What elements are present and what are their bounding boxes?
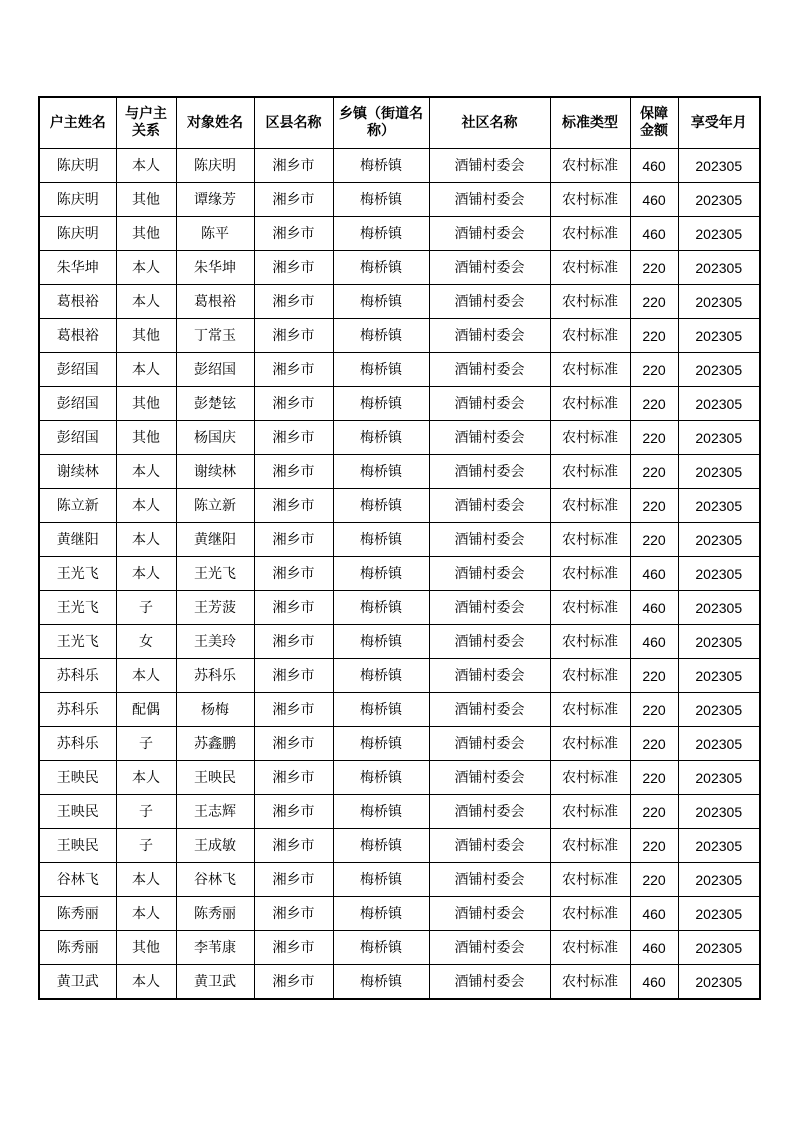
county-cell: 湘乡市: [254, 523, 333, 557]
standard-type-cell: 农村标准: [550, 761, 630, 795]
township-cell: 梅桥镇: [333, 285, 429, 319]
recipient-name-cell: 朱华坤: [176, 251, 254, 285]
relationship-cell: 本人: [116, 285, 176, 319]
relationship-cell: 本人: [116, 353, 176, 387]
householder-name-cell: 王光飞: [39, 591, 116, 625]
community-cell: 酒铺村委会: [429, 251, 550, 285]
amount-cell: 220: [630, 659, 678, 693]
township-cell: 梅桥镇: [333, 217, 429, 251]
amount-cell: 220: [630, 795, 678, 829]
benefit-month-cell: 202305: [678, 591, 760, 625]
header-standard-type: 标准类型: [550, 97, 630, 149]
standard-type-cell: 农村标准: [550, 693, 630, 727]
relationship-cell: 其他: [116, 217, 176, 251]
amount-cell: 220: [630, 489, 678, 523]
table-row: [39, 761, 760, 795]
township-cell: 梅桥镇: [333, 591, 429, 625]
benefit-month-cell: 202305: [678, 319, 760, 353]
header-householder-name: 户主姓名: [39, 97, 116, 149]
community-cell: 酒铺村委会: [429, 285, 550, 319]
recipient-name-cell: 陈平: [176, 217, 254, 251]
township-cell: 梅桥镇: [333, 761, 429, 795]
community-cell: 酒铺村委会: [429, 217, 550, 251]
householder-name-cell: 王映民: [39, 795, 116, 829]
header-recipient-name: 对象姓名: [176, 97, 254, 149]
header-township-name: 乡镇（街道名称）: [333, 97, 429, 149]
benefit-month-cell: 202305: [678, 693, 760, 727]
county-cell: 湘乡市: [254, 557, 333, 591]
county-cell: 湘乡市: [254, 591, 333, 625]
amount-cell: 220: [630, 693, 678, 727]
householder-name-cell: 王映民: [39, 761, 116, 795]
table-row: [39, 795, 760, 829]
table-row: [39, 387, 760, 421]
township-cell: 梅桥镇: [333, 693, 429, 727]
table-row: [39, 455, 760, 489]
householder-name-cell: 陈庆明: [39, 149, 116, 183]
township-cell: 梅桥镇: [333, 387, 429, 421]
relationship-cell: 女: [116, 625, 176, 659]
benefit-month-cell: 202305: [678, 863, 760, 897]
township-cell: 梅桥镇: [333, 421, 429, 455]
householder-name-cell: 彭绍国: [39, 353, 116, 387]
recipient-name-cell: 彭绍国: [176, 353, 254, 387]
table-row: [39, 591, 760, 625]
recipient-name-cell: 苏科乐: [176, 659, 254, 693]
table-row: [39, 319, 760, 353]
benefit-month-cell: 202305: [678, 353, 760, 387]
benefit-month-cell: 202305: [678, 829, 760, 863]
county-cell: 湘乡市: [254, 795, 333, 829]
relationship-cell: 本人: [116, 149, 176, 183]
amount-cell: 460: [630, 183, 678, 217]
table-row: [39, 863, 760, 897]
standard-type-cell: 农村标准: [550, 489, 630, 523]
table-body: [39, 149, 760, 1000]
amount-cell: 460: [630, 591, 678, 625]
community-cell: 酒铺村委会: [429, 183, 550, 217]
householder-name-cell: 葛根裕: [39, 319, 116, 353]
header-relationship: 与户主关系: [116, 97, 176, 149]
table-row: [39, 421, 760, 455]
county-cell: 湘乡市: [254, 829, 333, 863]
standard-type-cell: 农村标准: [550, 353, 630, 387]
benefit-month-cell: 202305: [678, 795, 760, 829]
amount-cell: 220: [630, 251, 678, 285]
relationship-cell: 子: [116, 795, 176, 829]
standard-type-cell: 农村标准: [550, 795, 630, 829]
community-cell: 酒铺村委会: [429, 557, 550, 591]
table-row: [39, 727, 760, 761]
community-cell: 酒铺村委会: [429, 863, 550, 897]
township-cell: 梅桥镇: [333, 795, 429, 829]
amount-cell: 220: [630, 285, 678, 319]
amount-cell: 220: [630, 387, 678, 421]
householder-name-cell: 黄卫武: [39, 965, 116, 1000]
standard-type-cell: 农村标准: [550, 965, 630, 1000]
county-cell: 湘乡市: [254, 931, 333, 965]
householder-name-cell: 苏科乐: [39, 727, 116, 761]
township-cell: 梅桥镇: [333, 625, 429, 659]
standard-type-cell: 农村标准: [550, 659, 630, 693]
amount-cell: 220: [630, 455, 678, 489]
recipient-name-cell: 王映民: [176, 761, 254, 795]
township-cell: 梅桥镇: [333, 523, 429, 557]
table-row: [39, 285, 760, 319]
county-cell: 湘乡市: [254, 659, 333, 693]
householder-name-cell: 陈庆明: [39, 183, 116, 217]
recipient-name-cell: 黄继阳: [176, 523, 254, 557]
community-cell: 酒铺村委会: [429, 693, 550, 727]
relationship-cell: 子: [116, 591, 176, 625]
relationship-cell: 本人: [116, 659, 176, 693]
amount-cell: 220: [630, 863, 678, 897]
householder-name-cell: 王光飞: [39, 625, 116, 659]
amount-cell: 460: [630, 625, 678, 659]
householder-name-cell: 陈秀丽: [39, 897, 116, 931]
standard-type-cell: 农村标准: [550, 421, 630, 455]
amount-cell: 220: [630, 523, 678, 557]
amount-cell: 220: [630, 829, 678, 863]
recipient-name-cell: 葛根裕: [176, 285, 254, 319]
standard-type-cell: 农村标准: [550, 727, 630, 761]
township-cell: 梅桥镇: [333, 251, 429, 285]
county-cell: 湘乡市: [254, 421, 333, 455]
county-cell: 湘乡市: [254, 251, 333, 285]
amount-cell: 460: [630, 931, 678, 965]
householder-name-cell: 谷林飞: [39, 863, 116, 897]
table-row: [39, 251, 760, 285]
recipient-name-cell: 王光飞: [176, 557, 254, 591]
householder-name-cell: 葛根裕: [39, 285, 116, 319]
county-cell: 湘乡市: [254, 149, 333, 183]
relationship-cell: 本人: [116, 251, 176, 285]
standard-type-cell: 农村标准: [550, 625, 630, 659]
recipient-name-cell: 陈立新: [176, 489, 254, 523]
recipient-name-cell: 杨国庆: [176, 421, 254, 455]
householder-name-cell: 陈庆明: [39, 217, 116, 251]
benefit-month-cell: 202305: [678, 251, 760, 285]
benefit-month-cell: 202305: [678, 897, 760, 931]
table-row: [39, 489, 760, 523]
benefit-month-cell: 202305: [678, 659, 760, 693]
standard-type-cell: 农村标准: [550, 863, 630, 897]
table-row: [39, 217, 760, 251]
relationship-cell: 本人: [116, 897, 176, 931]
relationship-cell: 本人: [116, 455, 176, 489]
benefit-month-cell: 202305: [678, 421, 760, 455]
amount-cell: 220: [630, 319, 678, 353]
householder-name-cell: 黄继阳: [39, 523, 116, 557]
benefit-month-cell: 202305: [678, 965, 760, 1000]
householder-name-cell: 陈秀丽: [39, 931, 116, 965]
township-cell: 梅桥镇: [333, 557, 429, 591]
township-cell: 梅桥镇: [333, 727, 429, 761]
township-cell: 梅桥镇: [333, 353, 429, 387]
amount-cell: 220: [630, 761, 678, 795]
header-benefit-month: 享受年月: [678, 97, 760, 149]
benefit-month-cell: 202305: [678, 761, 760, 795]
recipient-name-cell: 黄卫武: [176, 965, 254, 1000]
community-cell: 酒铺村委会: [429, 727, 550, 761]
table-row: [39, 829, 760, 863]
standard-type-cell: 农村标准: [550, 931, 630, 965]
benefit-month-cell: 202305: [678, 149, 760, 183]
standard-type-cell: 农村标准: [550, 217, 630, 251]
table-row: [39, 897, 760, 931]
township-cell: 梅桥镇: [333, 489, 429, 523]
county-cell: 湘乡市: [254, 455, 333, 489]
benefit-month-cell: 202305: [678, 455, 760, 489]
relationship-cell: 其他: [116, 421, 176, 455]
county-cell: 湘乡市: [254, 761, 333, 795]
township-cell: 梅桥镇: [333, 659, 429, 693]
community-cell: 酒铺村委会: [429, 455, 550, 489]
standard-type-cell: 农村标准: [550, 251, 630, 285]
benefit-month-cell: 202305: [678, 183, 760, 217]
township-cell: 梅桥镇: [333, 863, 429, 897]
standard-type-cell: 农村标准: [550, 149, 630, 183]
county-cell: 湘乡市: [254, 217, 333, 251]
amount-cell: 220: [630, 421, 678, 455]
recipient-name-cell: 王美玲: [176, 625, 254, 659]
benefit-month-cell: 202305: [678, 217, 760, 251]
relationship-cell: 其他: [116, 319, 176, 353]
amount-cell: 460: [630, 965, 678, 1000]
benefit-month-cell: 202305: [678, 931, 760, 965]
recipient-name-cell: 王芳菠: [176, 591, 254, 625]
table-row: [39, 693, 760, 727]
relationship-cell: 本人: [116, 965, 176, 1000]
community-cell: 酒铺村委会: [429, 625, 550, 659]
township-cell: 梅桥镇: [333, 829, 429, 863]
householder-name-cell: 苏科乐: [39, 659, 116, 693]
county-cell: 湘乡市: [254, 693, 333, 727]
community-cell: 酒铺村委会: [429, 489, 550, 523]
standard-type-cell: 农村标准: [550, 829, 630, 863]
county-cell: 湘乡市: [254, 863, 333, 897]
relationship-cell: 配偶: [116, 693, 176, 727]
township-cell: 梅桥镇: [333, 183, 429, 217]
header-community-name: 社区名称: [429, 97, 550, 149]
county-cell: 湘乡市: [254, 897, 333, 931]
table-row: [39, 659, 760, 693]
township-cell: 梅桥镇: [333, 319, 429, 353]
recipient-name-cell: 王成敏: [176, 829, 254, 863]
benefit-month-cell: 202305: [678, 625, 760, 659]
relationship-cell: 本人: [116, 863, 176, 897]
relationship-cell: 本人: [116, 761, 176, 795]
standard-type-cell: 农村标准: [550, 319, 630, 353]
community-cell: 酒铺村委会: [429, 421, 550, 455]
recipient-name-cell: 杨梅: [176, 693, 254, 727]
table-row: [39, 183, 760, 217]
table-row: [39, 523, 760, 557]
standard-type-cell: 农村标准: [550, 557, 630, 591]
community-cell: 酒铺村委会: [429, 829, 550, 863]
community-cell: 酒铺村委会: [429, 591, 550, 625]
householder-name-cell: 苏科乐: [39, 693, 116, 727]
householder-name-cell: 朱华坤: [39, 251, 116, 285]
householder-name-cell: 彭绍国: [39, 421, 116, 455]
recipient-name-cell: 陈庆明: [176, 149, 254, 183]
amount-cell: 460: [630, 217, 678, 251]
county-cell: 湘乡市: [254, 727, 333, 761]
amount-cell: 460: [630, 149, 678, 183]
community-cell: 酒铺村委会: [429, 931, 550, 965]
county-cell: 湘乡市: [254, 353, 333, 387]
relationship-cell: 其他: [116, 387, 176, 421]
householder-name-cell: 谢续林: [39, 455, 116, 489]
township-cell: 梅桥镇: [333, 897, 429, 931]
county-cell: 湘乡市: [254, 319, 333, 353]
relationship-cell: 本人: [116, 557, 176, 591]
header-county-name: 区县名称: [254, 97, 333, 149]
standard-type-cell: 农村标准: [550, 285, 630, 319]
standard-type-cell: 农村标准: [550, 591, 630, 625]
amount-cell: 460: [630, 897, 678, 931]
standard-type-cell: 农村标准: [550, 183, 630, 217]
community-cell: 酒铺村委会: [429, 761, 550, 795]
table-row: [39, 931, 760, 965]
relationship-cell: 本人: [116, 523, 176, 557]
county-cell: 湘乡市: [254, 387, 333, 421]
relationship-cell: 子: [116, 829, 176, 863]
amount-cell: 460: [630, 557, 678, 591]
standard-type-cell: 农村标准: [550, 387, 630, 421]
benefit-month-cell: 202305: [678, 285, 760, 319]
community-cell: 酒铺村委会: [429, 795, 550, 829]
township-cell: 梅桥镇: [333, 931, 429, 965]
county-cell: 湘乡市: [254, 183, 333, 217]
amount-cell: 220: [630, 353, 678, 387]
community-cell: 酒铺村委会: [429, 149, 550, 183]
standard-type-cell: 农村标准: [550, 455, 630, 489]
table-row: [39, 965, 760, 1000]
county-cell: 湘乡市: [254, 285, 333, 319]
benefit-month-cell: 202305: [678, 387, 760, 421]
recipient-name-cell: 谢续林: [176, 455, 254, 489]
header-guarantee-amount: 保障金额: [630, 97, 678, 149]
benefit-month-cell: 202305: [678, 489, 760, 523]
community-cell: 酒铺村委会: [429, 965, 550, 1000]
recipient-name-cell: 陈秀丽: [176, 897, 254, 931]
relationship-cell: 子: [116, 727, 176, 761]
recipient-name-cell: 谭缘芳: [176, 183, 254, 217]
community-cell: 酒铺村委会: [429, 353, 550, 387]
standard-type-cell: 农村标准: [550, 523, 630, 557]
recipient-name-cell: 谷林飞: [176, 863, 254, 897]
township-cell: 梅桥镇: [333, 149, 429, 183]
amount-cell: 220: [630, 727, 678, 761]
householder-name-cell: 王映民: [39, 829, 116, 863]
recipient-name-cell: 彭楚铉: [176, 387, 254, 421]
relationship-cell: 其他: [116, 931, 176, 965]
relationship-cell: 其他: [116, 183, 176, 217]
community-cell: 酒铺村委会: [429, 523, 550, 557]
recipient-name-cell: 苏鑫鹏: [176, 727, 254, 761]
recipient-name-cell: 王志辉: [176, 795, 254, 829]
householder-name-cell: 陈立新: [39, 489, 116, 523]
table-row: [39, 149, 760, 183]
table-row: [39, 557, 760, 591]
recipient-name-cell: 李苇康: [176, 931, 254, 965]
township-cell: 梅桥镇: [333, 455, 429, 489]
householder-name-cell: 彭绍国: [39, 387, 116, 421]
benefit-month-cell: 202305: [678, 523, 760, 557]
benefit-month-cell: 202305: [678, 557, 760, 591]
householder-name-cell: 王光飞: [39, 557, 116, 591]
community-cell: 酒铺村委会: [429, 319, 550, 353]
table-header-row: [39, 97, 760, 149]
recipient-name-cell: 丁常玉: [176, 319, 254, 353]
county-cell: 湘乡市: [254, 965, 333, 1000]
table-row: [39, 353, 760, 387]
community-cell: 酒铺村委会: [429, 387, 550, 421]
table-row: [39, 625, 760, 659]
community-cell: 酒铺村委会: [429, 659, 550, 693]
township-cell: 梅桥镇: [333, 965, 429, 1000]
benefit-month-cell: 202305: [678, 727, 760, 761]
standard-type-cell: 农村标准: [550, 897, 630, 931]
community-cell: 酒铺村委会: [429, 897, 550, 931]
county-cell: 湘乡市: [254, 489, 333, 523]
beneficiary-table: [38, 96, 761, 1000]
county-cell: 湘乡市: [254, 625, 333, 659]
relationship-cell: 本人: [116, 489, 176, 523]
